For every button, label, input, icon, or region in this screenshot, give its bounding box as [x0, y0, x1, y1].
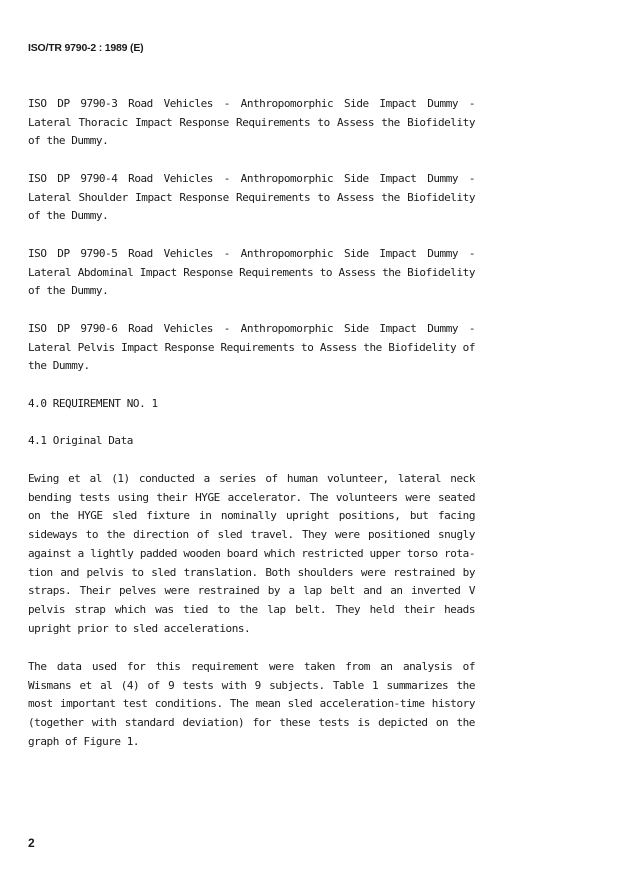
document-header: ISO/TR 9790-2 : 1989 (E) — [28, 42, 144, 54]
text-line: The data used for this requirement were taken from an analysis of — [28, 660, 475, 673]
text-line: of the Dummy. — [28, 284, 109, 298]
text-line: of the Dummy. — [28, 134, 109, 148]
text-line: Lateral Pelvis Impact Response Requirements to Assess the Biofidelity of — [28, 340, 475, 354]
page-number: 2 — [28, 836, 35, 850]
text-line: tion and pelvis to sled translation. Both shoulders were restrained by — [28, 565, 475, 579]
text-line: (together with standard deviation) for these tests is depicted on the — [28, 716, 475, 730]
paragraph-data-analysis — [28, 658, 475, 752]
text-line: against a lightly padded wooden board which restricted upper torso rota- — [28, 546, 475, 560]
text-line: bending tests using their HYGE accelerator. The volunteers were seated — [28, 490, 475, 504]
text-line: ISO DP 9790-5 Road Vehicles - Anthropomorphic Side Impact Dummy - — [28, 247, 475, 260]
reference-iso-9790-5 — [28, 245, 475, 301]
text-line: Lateral Thoracic Impact Response Requirements to Assess the Biofidelity — [28, 115, 475, 129]
text-line: graph of Figure 1. — [28, 734, 140, 748]
section-heading: 4.0 REQUIREMENT NO. 1 — [28, 397, 158, 410]
reference-iso-9790-3 — [28, 95, 475, 151]
text-line: of the Dummy. — [28, 209, 109, 223]
text-line: sideways to the direction of sled travel. They were positioned snugly — [28, 528, 475, 542]
text-line: ISO DP 9790-3 Road Vehicles - Anthropomorphic Side Impact Dummy - — [28, 97, 475, 110]
text-line: pelvis strap which was tied to the lap belt. They held their heads — [28, 602, 475, 616]
text-line: straps. Their pelves were restrained by a lap belt and an inverted V — [28, 584, 475, 598]
text-line: most important test conditions. The mean sled acceleration-time history — [28, 697, 475, 711]
paragraph-original-data — [28, 470, 475, 638]
text-line: ISO DP 9790-4 Road Vehicles - Anthropomorphic Side Impact Dummy - — [28, 172, 475, 185]
text-line: the Dummy. — [28, 359, 90, 373]
text-line: Wismans et al (4) of 9 tests with 9 subjects. Table 1 summarizes the — [28, 678, 475, 692]
reference-iso-9790-4 — [28, 170, 475, 226]
text-line: Lateral Abdominal Impact Response Requirements to Assess the Biofidelity — [28, 265, 475, 279]
text-line: upright prior to sled accelerations. — [28, 621, 251, 635]
text-line: ISO DP 9790-6 Road Vehicles - Anthropomorphic Side Impact Dummy - — [28, 322, 475, 335]
reference-iso-9790-6 — [28, 320, 475, 376]
text-line: Lateral Shoulder Impact Response Requirements to Assess the Biofidelity — [28, 190, 475, 204]
subsection-heading: 4.1 Original Data — [28, 434, 133, 447]
text-line: Ewing et al (1) conducted a series of human volunteer, lateral neck — [28, 472, 475, 485]
text-line: on the HYGE sled fixture in nominally upright positions, but facing — [28, 509, 475, 523]
